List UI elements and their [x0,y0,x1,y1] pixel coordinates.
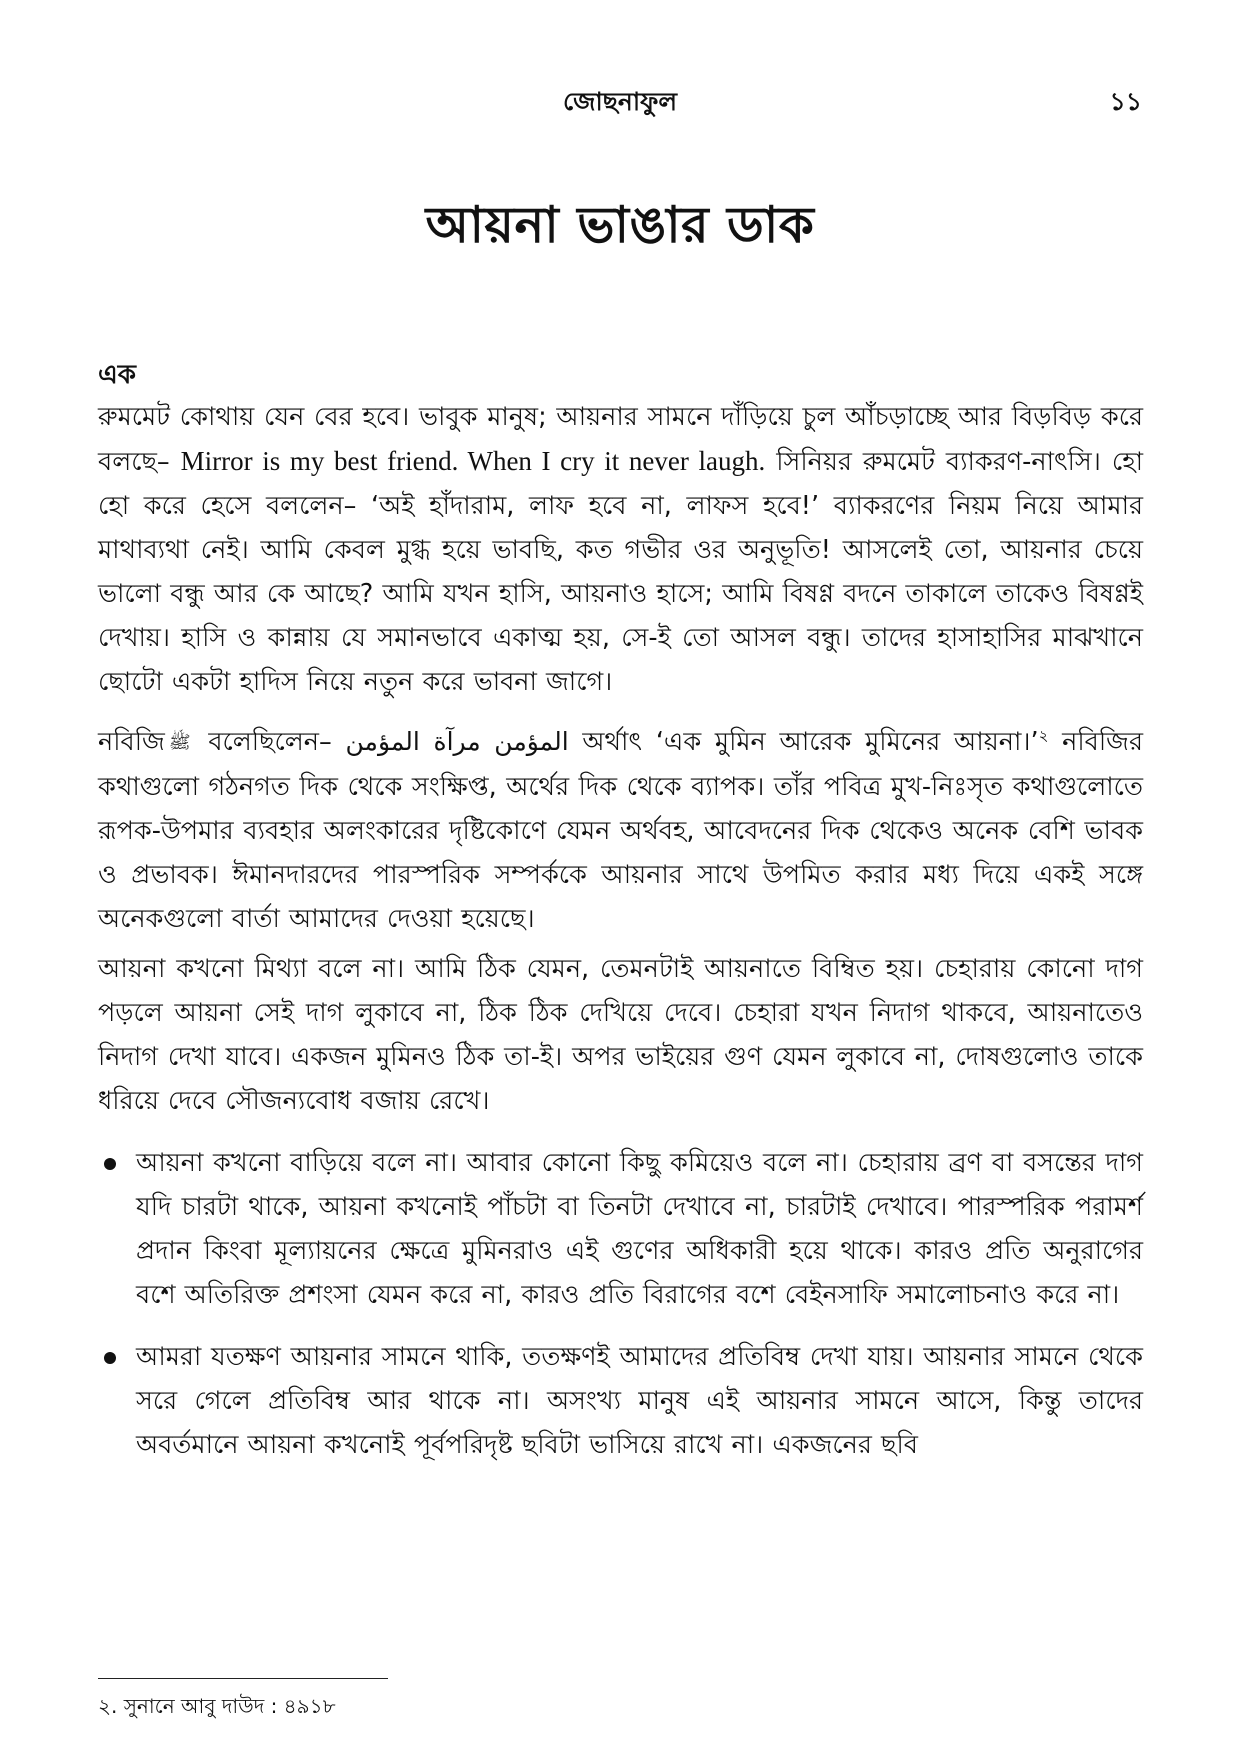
page-number: ১১ [1109,87,1142,116]
list-item-text: আয়না কখনো বাড়িয়ে বলে না। আবার কোনো কিছু কমিয়েও বলে না। চেহারায় ব্রণ বা বসন্তের দাগ যদি চারটা থাকে, আয়না কখনোই পাঁচটা বা তিনটা দেখাবে না, চারটাই দেখাবে। পারস্পরিক পরামর্শ প্রদান কিংবা মূল্যায়নের ক্ষেত্রে মুমিনরাও এই গুণের অধিকারী হয়ে থাকে। কারও প্রতি অনুরাগের বশে অতিরিক্ত প্রশংসা যেমন করে না, কারও প্রতি বিরাগের বশে বেইনসাফি সমালোচনাও করে না। [136,1148,1143,1310]
section-label: এক [98,360,136,390]
paragraph-2-text-b: বলেছিলেন– [194,727,346,757]
running-header [0,82,1240,122]
footnote: ২. সুনানে আবু দাউদ : ৪৯১৮ [98,1694,336,1718]
paragraph-2-text-a: নবিজি [98,727,165,757]
english-quote: Mirror is my best friend. When I cry it never laugh. [180,446,766,476]
list-item-text: আমরা যতক্ষণ আয়নার সামনে থাকি, ততক্ষণই আমাদের প্রতিবিম্ব দেখা যায়। আয়নার সামনে থেকে সরে গেলে প্রতিবিম্ব আর থাকে না। অসংখ্য মানুষ এই আয়নার সামনে আসে, কিন্তু তাদের অবর্তমানে আয়না কখনোই পূর্বপরিদৃষ্ট ছবিটা ভাসিয়ে রাখে না। একজনের ছবি [136,1342,1143,1460]
bullet-list [98,1141,1143,1467]
page-body [98,355,1143,1485]
paragraph-1-text-b: সিনিয়র রুমমেট ব্যাকরণ-নাৎসি। হো হো করে হেসে বললেন– ‘অই হাঁদারাম, লাফ হবে না, লাফস হবে!’ ব্যাকরণের নিয়ম নিয়ে আমার মাথাব্যথা নেই। আমি কেবল মুগ্ধ হয়ে ভাবছি, কত গভীর ওর অনুভূতি! আসলেই তো, আয়নার চেয়ে ভালো বন্ধু আর কে আছে? আমি যখন হাসি, আয়নাও হাসে; আমি বিষণ্ণ বদনে তাকালে তাকেও বিষণ্ণই দেখায়। হাসি ও কান্নায় যে সমানভাবে একাত্ম হয়, সে-ই তো আসল বন্ধু। তাদের হাসাহাসির মাঝখানে ছোটো একটা হাদিস নিয়ে নতুন করে ভাবনা জাগে। [98,447,1143,697]
arabic-hadith: المؤمن مرآة المؤمن [345,727,569,756]
salawat-honorific-icon: ﷺ [168,732,191,753]
paragraph-3: আয়না কখনো মিথ্যা বলে না। আমি ঠিক যেমন, তেমনটাই আয়নাতে বিম্বিত হয়। চেহারায় কোনো দাগ পড়লে আয়না সেই দাগ লুকাবে না, ঠিক ঠিক দেখিয়ে দেবে। চেহারা যখন নিদাগ থাকবে, আয়নাতেও নিদাগ দেখা যাবে। একজন মুমিনও ঠিক তা-ই। অপর ভাইয়ের গুণ যেমন লুকাবে না, দোষগুলোও তাকে ধরিয়ে দেবে সৌজন্যবোধ বজায় রেখে। [98,954,1143,1116]
paragraph-2-text-d: নবিজির কথাগুলো গঠনগত দিক থেকে সংক্ষিপ্ত, অর্থের দিক থেকে ব্যাপক। তাঁর পবিত্র মুখ-নিঃসৃত কথাগুলোতে রূপক-উপমার ব্যবহার অলংকারের দৃষ্টিকোণে যেমন অর্থবহ, আবেদনের দিক থেকেও অনেক বেশি ভাবক ও প্রভাবক। ঈমানদারদের পারস্পরিক সম্পর্ককে আয়নার সাথে উপমিত করার মধ্য দিয়ে একই সঙ্গে অনেকগুলো বার্তা আমাদের দেওয়া হয়েছে। [98,727,1143,934]
running-title: জোছনাফুল [563,87,677,116]
paragraph-2 [98,720,1143,941]
list-item [98,1141,1143,1317]
footnote-divider [98,1678,388,1679]
paragraph-2-text-c: অর্থাৎ ‘এক মুমিন আরেক মুমিনের আয়না।’ [568,727,1039,757]
footnote-reference[interactable]: ২ [1038,726,1049,745]
bullet-icon [104,1352,116,1364]
paragraph-1-text-a: রুমমেট কোথায় যেন বের হবে। ভাবুক মানুষ; আয়নার সামনে দাঁড়িয়ে চুল আঁচড়াচ্ছে আর বিড়বিড় করে বলছে– [98,402,1143,477]
chapter-title: আয়না ভাঙার ডাক [425,196,815,254]
paragraph-1 [98,395,1143,704]
bullet-icon [104,1158,116,1170]
list-item [98,1335,1143,1467]
